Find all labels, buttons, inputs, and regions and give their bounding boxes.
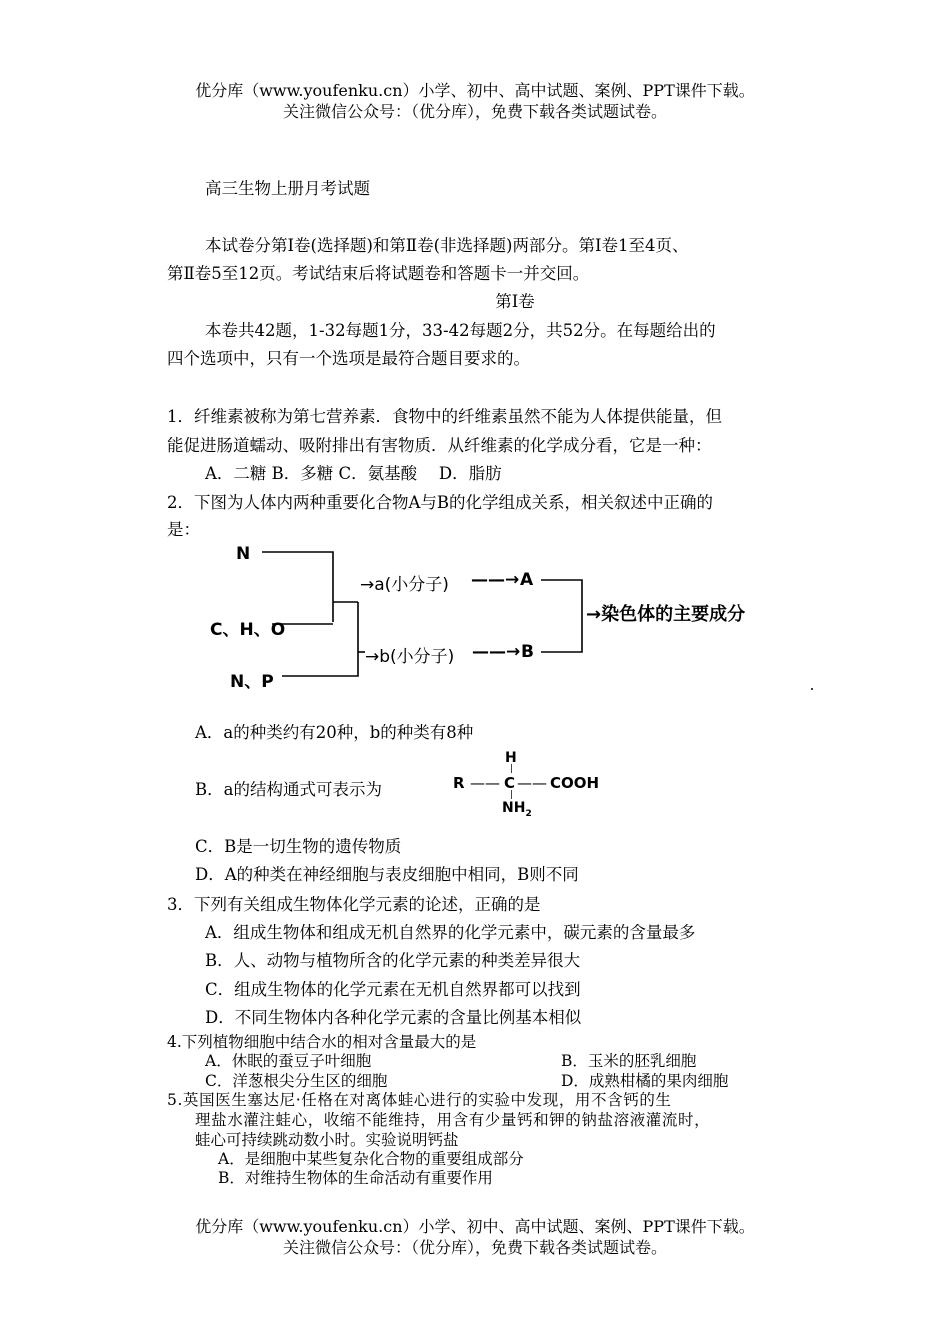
intro-line-1: 本试卷分第Ⅰ卷(选择题)和第Ⅱ卷(非选择题)两部分。第Ⅰ卷1至4页、 — [205, 236, 689, 255]
q5-line-3: 蛙心可持续跳动数小时。实验说明钙盐 — [195, 1131, 459, 1149]
small-molecule-a-label: →a(小分子) — [360, 575, 449, 595]
q5-option-b: B．对维持生物体的生命活动有重要作用 — [218, 1169, 493, 1187]
compound-b: B — [521, 642, 534, 662]
formula-bond-top: | — [510, 764, 514, 774]
q4-option-a: A．休眠的蚕豆子叶细胞 — [205, 1052, 372, 1070]
intro-line-2: 第Ⅱ卷5至12页。考试结束后将试题卷和答题卡一并交回。 — [167, 264, 590, 283]
q4-option-c: C．洋葱根尖分生区的细胞 — [205, 1072, 388, 1090]
q2-option-c: C．B是一切生物的遗传物质 — [195, 837, 402, 856]
part1-line-2: 四个选项中，只有一个选项是最符合题目要求的。 — [167, 349, 530, 368]
q1-line-1: 1．纤维素被称为第七营养素．食物中的纤维素虽然不能为人体提供能量，但 — [167, 407, 722, 426]
header-line-1: 优分库（www.youfenku.cn）小学、初中、高中试题、案例、PPT课件下载。 — [195, 81, 755, 100]
ab-bracket — [541, 580, 582, 652]
footer-line-2: 关注微信公众号：（优分库），免费下载各类试题试卷。 — [282, 1238, 667, 1257]
q5-line-2: 理盐水灌注蛙心，收缩不能维持，用含有少量钙和钾的钠盐溶液灌流时， — [195, 1111, 711, 1129]
q2-option-a: A．a的种类约有20种，b的种类有8种 — [195, 723, 474, 742]
n-bracket-line — [262, 552, 333, 622]
q3-stem: 3．下列有关组成生物体化学元素的论述，正确的是 — [167, 895, 541, 914]
q4-option-b: B．玉米的胚乳细胞 — [561, 1052, 697, 1070]
q4-stem: 4.下列植物细胞中结合水的相对含量最大的是 — [167, 1033, 477, 1051]
np-bracket-line — [282, 602, 358, 676]
footer-line-1: 优分库（www.youfenku.cn）小学、初中、高中试题、案例、PPT课件下载。 — [195, 1217, 755, 1236]
part1-line-1: 本卷共42题，1-32每题1分，33-42每题2分，共52分。在每题给出的 — [205, 321, 716, 340]
element-cho: C、H、O — [210, 620, 286, 640]
element-n: N — [236, 544, 251, 564]
q1-options: A．二糖 B．多糖 C．氨基酸 D．脂肪 — [205, 464, 502, 483]
q3-option-a: A．组成生物体和组成无机自然界的化学元素中，碳元素的含量最多 — [205, 923, 696, 942]
q4-option-d: D．成熟柑橘的果肉细胞 — [561, 1072, 729, 1090]
formula-c: C — [504, 774, 516, 792]
q2-option-d: D．A的种类在神经细胞与表皮细胞中相同，B则不同 — [195, 865, 579, 884]
scan-dot — [811, 688, 813, 690]
arrow-b: ——→ — [472, 642, 521, 662]
formula-cooh: COOH — [550, 774, 600, 792]
q3-option-b: B．人、动物与植物所含的化学元素的种类差异很大 — [205, 951, 581, 970]
q3-option-c: C．组成生物体的化学元素在无机自然界都可以找到 — [205, 980, 581, 999]
q2-line-1: 2．下图为人体内两种重要化合物A与B的化学组成关系，相关叙述中正确的 — [167, 493, 714, 512]
formula-bond-right: —— — [517, 774, 547, 792]
q2-option-b: B．a的结构通式可表示为 — [195, 780, 382, 799]
q2-line-2: 是： — [167, 520, 200, 539]
formula-bond-bottom: | — [510, 790, 514, 800]
part1-title: 第Ⅰ卷 — [495, 292, 535, 311]
exam-title: 高三生物上册月考试题 — [205, 179, 370, 198]
formula-h: H — [505, 750, 517, 766]
chromosome-component-label: →染色体的主要成分 — [586, 604, 746, 625]
q3-option-d: D．不同生物体内各种化学元素的含量比例基本相似 — [205, 1008, 582, 1027]
formula-nh2: $NH_2$ — [502, 800, 532, 819]
q5-option-a: A．是细胞中某些复杂化合物的重要组成部分 — [218, 1150, 524, 1168]
header-line-2: 关注微信公众号：（优分库），免费下载各类试题试卷。 — [282, 102, 667, 121]
element-np: N、P — [230, 672, 274, 692]
compound-a: A — [520, 570, 534, 590]
formula-bond-left: —— — [470, 774, 500, 792]
q5-line-1: 5.英国医生塞达尼·任格在对离体蛙心进行的实验中发现，用不含钙的生 — [167, 1091, 672, 1109]
arrow-a: ——→ — [471, 570, 520, 590]
small-molecule-b-label: →b(小分子) — [365, 647, 455, 667]
formula-r: R — [453, 774, 465, 792]
q1-line-2: 能促进肠道蠕动、吸附排出有害物质．从纤维素的化学成分看，它是一种： — [167, 436, 712, 455]
